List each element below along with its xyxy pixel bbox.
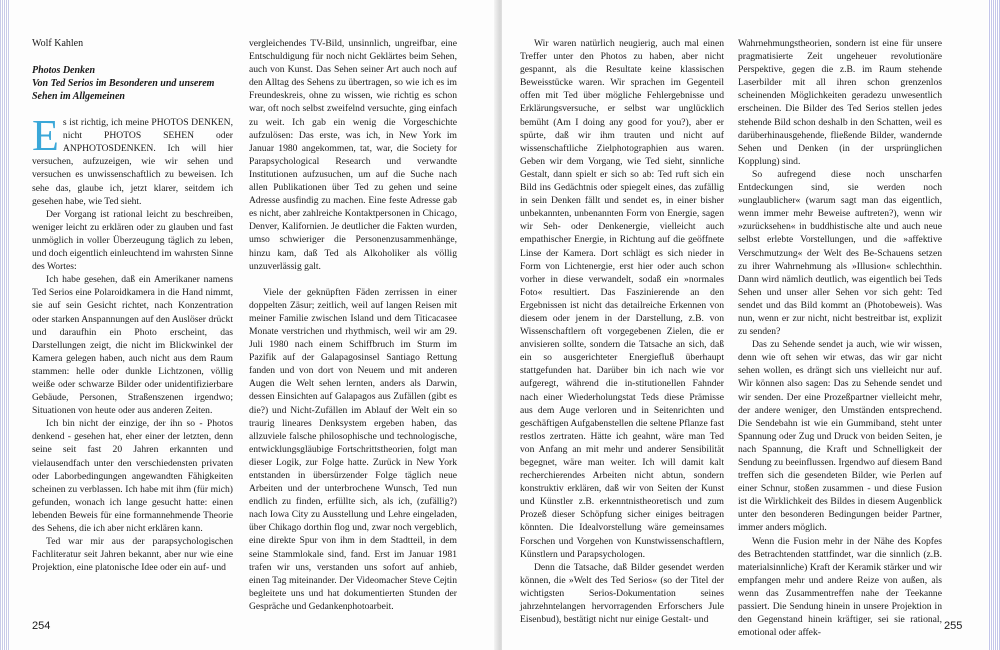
- page-edges-left: [0, 0, 10, 650]
- paragraph: Denn die Tatsache, daß Bilder gesendet werden können, die »Welt des Ted Serios« (so der Titel der wichtigsten Serios-Dokumentation seines jahrzehntelangen hervorragenden Erforschers Jule Eisenbud), bestätigt nicht nur einige Gestalt- und: [520, 561, 724, 626]
- page-number-right: 255: [944, 620, 963, 632]
- article-title-line2: Von Ted Serios im Besonderen und unserem Sehen im Allgemeinen: [32, 78, 215, 103]
- paragraph: [32, 111, 233, 208]
- left-column-1: [32, 37, 233, 574]
- paragraph-text: s ist richtig, ich meine PHOTOS DENKEN, nicht PHOTOS SEHEN oder ANPHOTOSDENKEN. Ich will hier versuchen, aufzuzeigen, wie wir sehen und versuchen es unwissenschaftlich zu beweisen. Ich sehe das, glaube ich, jetzt klarer, seitdem ich gesehen habe, wie Ted sieht.: [32, 117, 233, 207]
- paragraph: Viele der geknüpften Fäden zerrissen in einer doppelten Zäsur; zeitlich, weil auf langen Reisen mit meiner Familie zwischen Island und dem Titicacasee Monate verstrichen und rhythmisch, weil wir am 29. Juli 1980 nach einem Schiffbruch im Sturm im Pazifik auf der Galapagosinsel Santiago Rettung fanden und von dort von Neuem und mit anderen Augen die Welt sehen lernten, anders als Darwin, dessen Einsichten auf Galapagos aus Zufällen (gibt es die?) und Nicht-Zufällen im Ablauf der Welt ein so traurig lineares Denksystem ergeben haben, das allzuviele falsche philosophische und technologische, entwicklungsgläubige Fortschrittstheorien, folgt man dieser Logik, zur Folge hatte. Zurück in New York entstanden in übersürzender Folge täglich neue Arbeiten und der unterbrochene Wunsch, Ted nun endlich zu finden, erfüllte sich, als ich, (zufällig?) nach Iowa City zu Ausstellung und Lehre eingeladen, über Chikago dorthin flog und, zwar noch vergeblich, eine direkte Spur von ihm in dem Stadtteil, in dem seine Stammlokale sind, fand. Erst im Januar 1981 trafen wir uns, verstanden uns sofort auf anhieb, einen Tag miteinander. Der Videomacher Steve Cejtin begleitete uns und hat dokumentierten Stunden der Gespräche und Gedankenphotoarbeit.: [249, 286, 457, 612]
- paragraph: Ich habe gesehen, daß ein Amerikaner namens Ted Serios eine Polaroidkamera in die Hand nimmt, sie auf sein Gesicht richtet, nach Konzentration oder starken Anspannungen auf den Auslöser drückt und daraufhin ein Photo erscheint, das Darstellungen zeigt, die nicht im Blickwinkel der Kamera gelegen haben, auch nicht aus dem Raum stammen: helle oder dunkle Lichtzonen, völlig weiße oder schwarze Bilder oder unidentifizierbare Gebäude, Personen, Straßenszenen irgendwo; Situationen von heute oder aus anderen Zeiten.: [32, 274, 233, 417]
- paragraph: Das zu Sehende sendet ja auch, wie wir wissen, denn wie oft sehen wir etwas, das wir gar nicht sehen wollen, es drängt sich uns vielleicht nur auf. Wir können also sagen: Das zu Sehende sendet und wir senden. Der eine Prozeßpartner vielleicht mehr, der andere weniger, den Umständen entsprechend. Die Sendebahn ist wie ein Gummiband, steht unter Spannung oder Zug und Druck von beiden Seiten, je nach Spannung, die Kraft und Schnelligkeit der Sendung zu beeinflussen. Irgendwo auf diesem Band treffen sich die gesendeten Bilder, wie Perlen auf einer Schnur, stoßen zusammen - und diese Fusion ist die Wirklichkeit des Bildes in diesem Augenblick unter den besonderen Bedingungen beider Partner, immer anders möglich.: [738, 339, 942, 534]
- right-column-1: [520, 37, 724, 626]
- left-column-2: [249, 37, 457, 613]
- page-number-left: 254: [32, 620, 51, 632]
- right-page: [502, 0, 1000, 650]
- article-title-line1: Photos Denken: [32, 65, 96, 77]
- paragraph: vergleichendes TV-Bild, unsinnlich, ungreifbar, eine Entschuldigung für noch nicht Geklärtes beim Sehen, auch von Kunst. Das Sehen seiner Art auch noch auf den Alltag des Sehens zu übertragen, so wie ich es im Freundeskreis, ohne zu wissen, wie richtig es schon war, oft noch selbst zweifelnd versuchte, ging einfach zu weit. Ich gab ein wenig die Vorgeschichte aufzulösen: Das erste, was ich, in New York im Januar 1980 angekommen, tat, war, die Society for Parapsychological Research und verwandte Institutionen aufzusuchen, um auf die Suche nach allen Publikationen über Ted zu gehen und seine Adresse ausfindig zu machen. Eine feste Adresse gab es nicht, aber zahlreiche Kontaktpersonen in Chicago, Denver, Kalifornien. Je deutlicher die Fakten wurden, umso schwieriger die Personenzusammenhänge, hinzu kam, daß Ted als Alkoholiker als völlig unzuverlässig galt.: [249, 38, 457, 272]
- left-page: [0, 0, 498, 650]
- page-edges-right: [988, 0, 1000, 650]
- paragraph: Wahrnehmungstheorien, sondern ist eine für unsere pragmatisierte Zeit ungeheuer revolutionäre Perspektive, gegen die z.B. im Raum stehende Laserbilder mit all ihren schon grenzenlos scheinenden Möglichkeiten geradezu unwesentlich erscheinen. Die Bilder des Ted Serios stellen jedes stehende Bild schon deshalb in den Schatten, weil es darüberhinausgehende, fließende Bilder, wandernde Sehen und Denken (in der ursprünglichen Kopplung) sind.: [738, 38, 942, 167]
- paragraph: Wenn die Fusion mehr in der Nähe des Kopfes des Betrachtenden stattfindet, war die sinnlich (z.B. materialsinnliche) Kraft der Keramik stärker und wir empfangen mehr und andere Reize von außen, als wenn das Zusammentreffen nahe der Teekanne passiert. Die Sendung hinein in unsere Projektion in den Gegenstand hinein kräftiger, sei sie rational, emotional oder affek-: [738, 535, 942, 639]
- right-column-2: [738, 37, 942, 639]
- paragraph: Ted war mir aus der parapsychologischen Fachliteratur seit Jahren bekannt, aber nur wie eine Projektion, eine platonische Idee oder ein auf- und: [32, 536, 233, 574]
- paragraph: Der Vorgang ist rational leicht zu beschreiben, weniger leicht zu erklären oder zu glauben und fast unmöglich in voller Überzeugung täglich zu leben, und doch eigentlich einleuchtend im wahrsten Sinne des Wortes:: [32, 208, 233, 273]
- paragraph: Ich bin nicht der einzige, der ihn so - Photos denkend - gesehen hat, eher einer der letzten, denn seine seit fast 20 Jahren erkannten und vielausendfach unter den verschiedensten privaten oder Laborbedingungen angewandten Fähigkeiten scheinen zu verblassen. Ich habe mit ihm (für mich) gefunden, wonach ich lange gesucht hatte: einen lebenden Beweis für eine formannehmende Theorie des Sehens, die ich aber nicht erklären kann.: [32, 418, 233, 534]
- article-title: [32, 64, 233, 103]
- paragraph: So aufregend diese noch unscharfen Entdeckungen sind, sie werden noch »unglaublicher« (warum sagt man das eigentlich, wenn immer mehr Beweise auftreten?), wenn wir »zurücksehen« in buddhistische alte und auch neue selbst erlebte Vorstellungen, und die »affektive Verschmutzung« der Welt des Be-Schauens setzen zu ihrer Wahrnehmung als »Illusion« schlechthin. Dann wird nämlich deutlich, was eigentlich bei Teds Sehen und unser aller Sehen vor sich geht: Ted sendet und das Bild kommt an (Photobeweis). Was nun, wenn er zur nicht, nicht bestreitbar ist, explizit zu senden?: [738, 168, 942, 338]
- paragraph: Wir waren natürlich neugierig, auch mal einen Treffer unter den Photos zu haben, aber nicht gespannt, als die Resultate keine klassischen Beweisstücke waren. Wir sprachen im Gegenteil offen mit Ted über mögliche Fehlergebnisse und Erklärungsversuche, er selbst war unglücklich bemüht (Am I doing any good for you?), aber er spürte, daß wir ihm trauten und nicht auf wissenschaftliche Zielphotographien aus waren. Geben wir dem Vorgang, wie Ted sieht, sinnliche Gestalt, dann spielt er sich so ab: Ted ruft sich ein Bild ins Gedächtnis oder spiegelt eines, das zufällig in sein Denken fällt und sendet es, in einer bisher unbekannten, unbenannten Form von Energie, sagen wir Seh- oder Denkenergie, vielleicht auch empathischer Energie, in Richtung auf die geöffnete Linse der Kamera. Dort schlägt es sich nieder in Form von Lichtenergie, erst hier oder auch schon vorher in diese verwandelt, sodaß ein »normales Foto« resultiert. Das Faszinierende an den Ergebnissen ist nicht das detailreiche Erkennen von diesem oder jenem in der Darstellung, z.B. von Wissenschaftlern oft vorgegebenen Zielen, die er anvisieren sollte, sondern die Tatsache an sich, daß ein so ausgerichteter Energiefluß überhaupt stattgefunden hat. Darüber bin ich nach wie vor aufgeregt, während die in-stitutionellen Fahnder nach einer Wiederholungstat Teds diese Prämisse aus dem Auge verloren und in Seitenrichten und geschäftigen Aufgabenstellen die seltene Pflanze fast restlos zertraten. Hätte ich geahnt, wäre man Ted von Anfang an mit mehr und anderer Sensibilität begegnet, wäre man weiter. Ich will damit kalt recherchierendes Arbeiten nicht abtun, sondern konstruktiv erklären, daß wir von Seiten der Kunst und Künstler z.B. erkenntnistheoretisch und zum Prozeß dieser Schöpfung sicher einiges beitragen könnten. Die Idealvorstellung wäre gemeinsames Forschen und Vorgehen von Kunstwissenschaftlern, Künstlern und Parapsychologen.: [520, 38, 724, 560]
- drop-cap: E: [32, 111, 59, 161]
- author-name: Wolf Kahlen: [32, 38, 84, 49]
